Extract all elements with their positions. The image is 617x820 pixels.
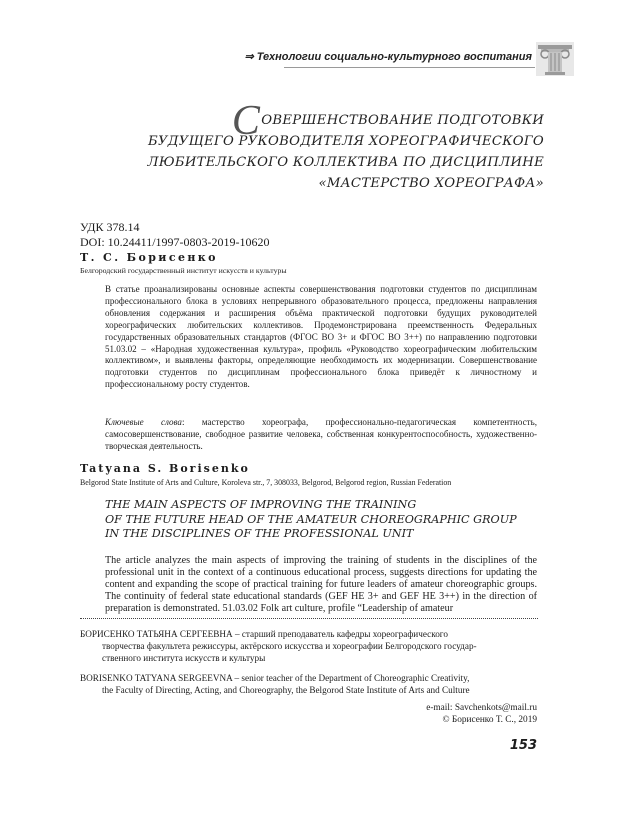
page-number: 153: [509, 738, 537, 753]
bio-ru-line-2: творчества факультета режиссуры, актёрского искусства и хореографии Белгородского государ-: [102, 641, 477, 651]
keywords-label: Ключевые слова: [105, 417, 182, 427]
section-title: [244, 50, 532, 63]
title-initial: С: [231, 98, 261, 144]
bio-ru-line-1: БОРИСЕНКО ТАТЬЯНА СЕРГЕЕВНА – старший преподаватель кафедры хореографического: [80, 629, 448, 639]
footnote-divider: [80, 618, 538, 619]
title-en-line-1: THE MAIN ASPECTS OF IMPROVING THE TRAINING: [105, 498, 417, 511]
column-logo-icon: [536, 42, 574, 76]
abstract-ru: [105, 284, 537, 391]
arrow-icon: ⇒: [244, 51, 254, 63]
title-en-line-2: OF THE FUTURE HEAD OF THE AMATEUR CHOREOGRAPHIC GROUP: [105, 512, 517, 526]
author-bio-en: [80, 672, 538, 696]
running-header: [0, 40, 617, 90]
title-line-3: ЛЮБИТЕЛЬСКОГО КОЛЛЕКТИВА ПО ДИСЦИПЛИНЕ: [147, 155, 544, 170]
doi: DOI: 10.24411/1997-0803-2019-10620: [80, 235, 270, 249]
abstract-en: The article analyzes the main aspects of improving the training of students in the disciplines of the professional unit in the context of a continuous educational process, suggests directions for updating the content and expanding the scope of practical training for future leaders of amateur choreographic groups. The continuity of federal state educational standards (GEF HE 3+ and GEF HE 3++) in the direction of preparation is demonstrated. 51.03.02 Folk art culture, profile “Leadership of amateur: [105, 555, 537, 615]
bio-en-line-2: the Faculty of Directing, Acting, and Choreography, the Belgorod State Institute of Arts and Culture: [102, 685, 470, 695]
abstract-ru-text: В статье проанализированы основные аспекты совершенствования подготовки студентов по дисциплинам профессионального блока в условиях непрерывного образовательного процесса, предложены направления обновления содержания и расширения объёма практической подготовки будущих руководителей хореографических любительских коллективов. Продемонстрирована преемственность Федеральных государственных образовательных стандартов (ФГОС ВО 3+ и ФГОС ВО 3++) по направлению подготовки 51.03.02 – «Народная художественная культура», профиль «Руководство хореографическим любительским коллективом», и выявлены факторы, определяющие необходимость их модернизации. Совершенствование подготовки студентов по дисциплинам профессионального блока приведёт к личностному и профессиональному росту студентов.: [105, 284, 537, 390]
section-label: Технологии социально-культурного воспитания: [256, 51, 532, 63]
author-name-en: Tatyana S. Borisenko: [80, 462, 250, 475]
title-en-line-3: IN THE DISCIPLINES OF THE PROFESSIONAL UNIT: [105, 527, 414, 541]
bio-en-line-1: BORISENKO TATYANA SERGEEVNA – senior teacher of the Department of Choreographic Creativity,: [80, 673, 470, 683]
title-line-4: «МАСТЕРСТВО ХОРЕОГРАФА»: [318, 176, 544, 191]
contacts: [426, 702, 537, 727]
affiliation-en: Belgorod State Institute of Arts and Culture, Koroleva str., 7, 308033, Belgorod, Belgorod region, Russian Federation: [80, 478, 452, 487]
bio-ru-line-3: ственного института искусств и культуры: [102, 653, 266, 663]
keywords-ru: [105, 417, 537, 453]
udk-code: УДК 378.14: [80, 220, 140, 234]
header-rule: [284, 67, 535, 68]
title-line-2: БУДУЩЕГО РУКОВОДИТЕЛЯ ХОРЕОГРАФИЧЕСКОГО: [147, 134, 544, 149]
author-bio-ru: [80, 628, 538, 664]
copyright: © Борисенко Т. С., 2019: [442, 715, 537, 726]
identifiers: [80, 220, 270, 250]
article-title-ru: [124, 98, 544, 194]
keywords-text: : мастерство хореографа, профессионально-педагогическая компетентность, самосовершенствование, свободное развитие человека, собственная конкурентоспособность, художественно-творческая деятельность.: [105, 417, 537, 451]
article-title-en: [105, 498, 525, 542]
title-line-1: ОВЕРШЕНСТВОВАНИЕ ПОДГОТОВКИ: [261, 113, 544, 128]
affiliation-ru: Белгородский государственный институт искусств и культуры: [80, 266, 287, 275]
author-name-ru: Т. С. Борисенко: [80, 251, 218, 264]
email: e-mail: Savchenkots@mail.ru: [426, 703, 537, 713]
